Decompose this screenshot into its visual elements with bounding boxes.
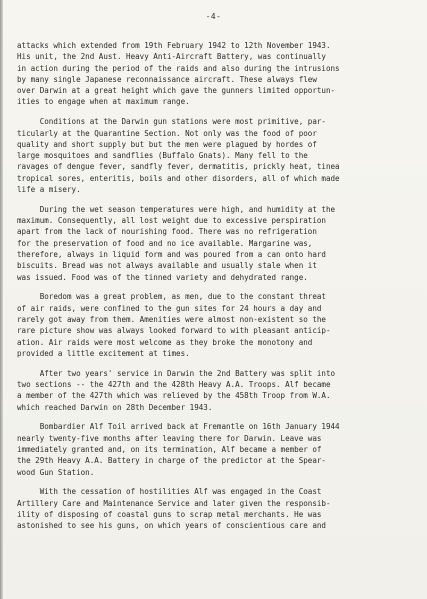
paragraph: attacks which extended from 19th February 1942 to 12th November 1943. His unit, the 2nd Aust. Heavy Anti-Aircraft Battery, was continually in action during the period of the raids and also during the intrusions by many single Japanese reconnaissance aircraft. These always flew over Darwin at a great height which gave the gunners limited opportun- ities to engage when at maximum range. [17,41,340,107]
page-number: -4- [205,12,222,21]
paragraph: Conditions at the Darwin gun stations were most primitive, par- ticularly at the Quarantine Section. Not only was the food of poor quality and short supply but but the men were plagued by hordes of large mosquitoes and sandflies (Buffalo Gnats). Many fell to the ravages of dengue fever, sandfly fever, dermatitis, prickly heat, tinea tropical sores, enteritis, boils and other disorders, all of which made life a misery. [17,117,340,195]
page-edge-shadow [0,0,3,599]
body-text [17,40,415,540]
paragraph: Boredom was a great problem, as men, due to the constant threat of air raids, were confined to the gun sites for 24 hours a day and rarely got away from them. Amenities were almost non-existent so the rare picture show was always looked forward to with pleasant anticip- ation. Air raids were most welcome as they broke the monotony and provided a little excitement at times. [17,292,331,358]
paragraph: During the wet season temperatures were high, and humidity at the maximum. Consequently, all lost weight due to excessive perspiration apart from the lack of nourishing food. There was no refrigeration for the preservation of food and no ice available. Margarine was, therefore, always in liquid form and was poured from a can onto hard biscuits. Bread was not always available and usually stale when it was issued. Food was of the tinned variety and dehydrated range. [17,204,336,282]
paragraph: Bombardier Alf Toil arrived back at Fremantle on 16th January 1944 nearly twenty-five months after leaving there for Darwin. Leave was immediately granted and, on its termination, Alf became a member of the 29th Heavy A.A. Battery in charge of the predictor at the Spear- wood Gun Station. [17,422,340,477]
paragraph: After two years' service in Darwin the 2nd Battery was split into two sections -- the 427th and the 428th Heavy A.A. Troops. Alf became a member of the 427th which was relieved by the 458th Troop from W.A. which reached Darwin on 28th December 1943. [17,368,336,412]
paragraph: With the cessation of hostilities Alf was engaged in the Coast Artillery Care and Maintenance Service and later given the responsib- ility of disposing of coastal guns to scrap metal merchants. He was astonished to see his guns, on which years of conscientious care and [17,487,331,531]
